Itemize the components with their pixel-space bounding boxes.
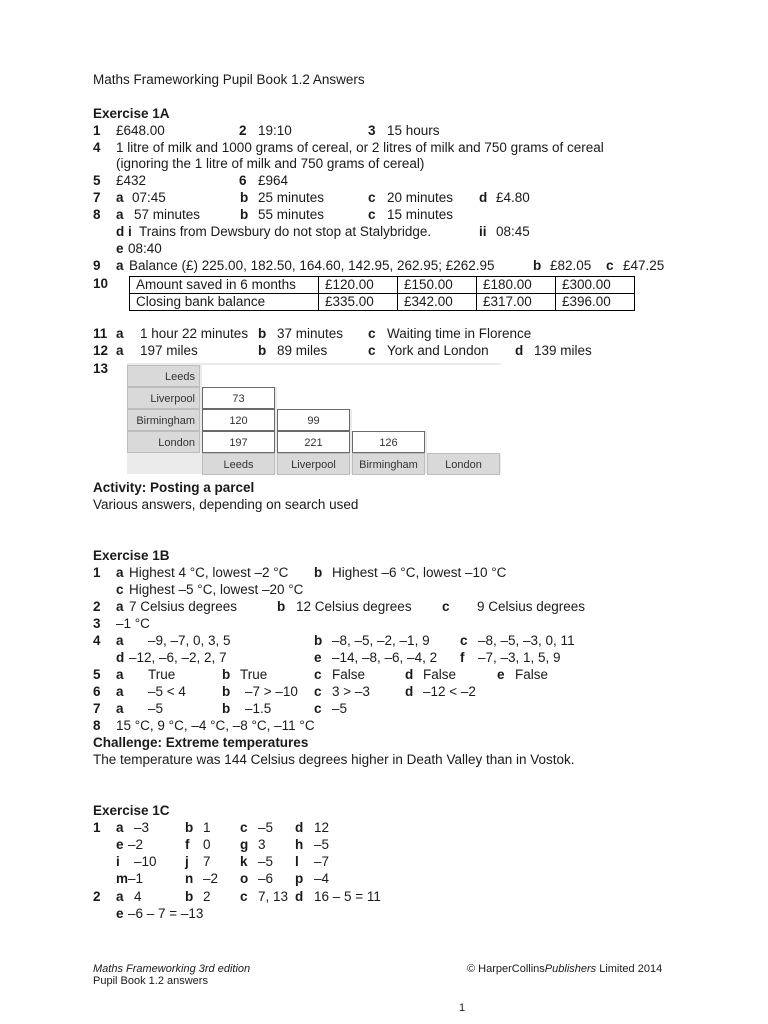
distance-liverpool-leeds: 73 [202, 387, 275, 409]
answer: 12 Celsius degrees [296, 599, 412, 614]
answer: 15 minutes [387, 207, 454, 222]
part-label: a [116, 258, 124, 273]
table-cell: £335.00 [319, 294, 398, 311]
part-label: d [515, 343, 524, 358]
answer: 0 [203, 837, 211, 852]
part-label: e [116, 837, 124, 852]
answer: 4 [134, 889, 142, 904]
copyright-suffix: Limited 2014 [596, 963, 663, 975]
answer: Highest –5 °C, lowest –20 °C [129, 582, 304, 597]
part-label: e [116, 906, 124, 921]
part-label: c [606, 258, 614, 273]
answer: –8, –5, –3, 0, 11 [478, 633, 575, 648]
answer: –5 [332, 701, 348, 716]
answer: False [515, 667, 549, 682]
answer: 9 Celsius degrees [477, 599, 586, 614]
answer: –12 < –2 [423, 684, 476, 699]
question-number: 1 [93, 565, 101, 580]
part-label: c [240, 889, 248, 904]
part-label: a [116, 326, 124, 341]
answer: £4.80 [496, 190, 530, 205]
distance-london-liverpool: 221 [277, 431, 350, 453]
answer: –8, –5, –2, –1, 9 [332, 633, 430, 648]
answer: –3 [134, 820, 150, 835]
col-label-liverpool: Liverpool [277, 453, 350, 475]
answer: –5 [314, 837, 330, 852]
part-label: a [116, 207, 124, 222]
part-label: a [116, 667, 124, 682]
answer: –1 °C [116, 616, 150, 631]
row-label-leeds: Leeds [127, 365, 200, 387]
part-label: a [116, 190, 124, 205]
answer: 15 hours [387, 123, 440, 138]
table-cell: Closing bank balance [130, 294, 319, 311]
answer: –2 [128, 837, 144, 852]
answer: 15 °C, 9 °C, –4 °C, –8 °C, –11 °C [116, 718, 315, 733]
part-label: b [533, 258, 542, 273]
part-label: a [116, 633, 124, 648]
answer: 7, 13 [258, 889, 289, 904]
answer: 1 [203, 820, 211, 835]
part-label: a [116, 343, 124, 358]
answer: 3 [258, 837, 266, 852]
answer: Highest 4 °C, lowest –2 °C [129, 565, 289, 580]
answer: 37 minutes [277, 326, 344, 341]
answer: £964 [258, 173, 289, 188]
distance-london-birmingham: 126 [352, 431, 425, 453]
part-label: c [442, 599, 450, 614]
col-label-birmingham: Birmingham [352, 453, 425, 475]
answer: Trains from Dewsbury do not stop at Stalybridge. [139, 224, 432, 239]
answer: –6 – 7 = –13 [128, 906, 204, 921]
col-label-leeds: Leeds [202, 453, 275, 475]
answer: False [423, 667, 457, 682]
part-label: b [258, 343, 267, 358]
answer: £82.05 [550, 258, 592, 273]
table-cell: £120.00 [319, 277, 398, 294]
distance-birmingham-leeds: 120 [202, 409, 275, 431]
question-number: 5 [93, 173, 101, 188]
part-label: c [460, 633, 468, 648]
footer-subtitle: Pupil Book 1.2 answers [93, 975, 208, 987]
question-number: 9 [93, 258, 101, 273]
answer: –9, –7, 0, 3, 5 [148, 633, 231, 648]
part-label: a [116, 701, 124, 716]
part-label: d [116, 650, 125, 665]
part-label: c [116, 582, 124, 597]
row-label-birmingham: Birmingham [127, 409, 200, 431]
part-label: a [116, 889, 124, 904]
part-label: c [368, 343, 376, 358]
question-number: 10 [93, 276, 109, 291]
part-label: a [116, 565, 124, 580]
part-label: a [116, 820, 124, 835]
question-number: 8 [93, 718, 101, 733]
part-label: d [479, 190, 488, 205]
challenge-text: The temperature was 144 Celsius degrees higher in Death Valley than in Vostok. [93, 752, 575, 767]
part-label: b [185, 889, 194, 904]
question-number: 5 [93, 667, 101, 682]
part-label: b [185, 820, 194, 835]
answer: £432 [116, 173, 147, 188]
part-label: p [295, 871, 304, 886]
answer: £47.25 [623, 258, 665, 273]
question-number: 4 [93, 140, 101, 155]
answer: –14, –8, –6, –4, 2 [332, 650, 438, 665]
part-label: c [314, 701, 322, 716]
answer: –7, –3, 1, 5, 9 [478, 650, 561, 665]
answer: 08:40 [128, 241, 162, 256]
part-label: l [295, 854, 299, 869]
part-label: d i [116, 224, 132, 239]
table-cell: £396.00 [556, 294, 635, 311]
answer: Highest –6 °C, lowest –10 °C [332, 565, 507, 580]
part-label: b [240, 190, 249, 205]
part-label: a [116, 684, 124, 699]
table-cell: £342.00 [398, 294, 477, 311]
part-label: e [497, 667, 505, 682]
part-label: f [185, 837, 190, 852]
part-label: b [314, 565, 323, 580]
part-label: c [368, 326, 376, 341]
answer: 08:45 [496, 224, 530, 239]
part-label: b [314, 633, 323, 648]
part-label: d [405, 667, 414, 682]
question-number: 7 [93, 190, 101, 205]
answer: 197 miles [140, 343, 198, 358]
answer: 57 minutes [134, 207, 201, 222]
part-label: g [240, 837, 249, 852]
part-label: ii [479, 224, 487, 239]
part-label: d [295, 820, 304, 835]
part-label: a [116, 599, 124, 614]
part-label: d [405, 684, 414, 699]
part-label: h [295, 837, 304, 852]
part-label: b [258, 326, 267, 341]
blank-area [202, 365, 501, 387]
copyright-italic: Publishers [544, 963, 597, 975]
question-number: 6 [239, 173, 247, 188]
part-label: c [314, 684, 322, 699]
question-number: 1 [93, 123, 101, 138]
question-number: 2 [93, 599, 101, 614]
answer: 20 minutes [387, 190, 454, 205]
part-label: b [277, 599, 286, 614]
question-number: 12 [93, 343, 109, 358]
blank-area [277, 387, 501, 409]
table-row [130, 294, 635, 311]
answer: 139 miles [534, 343, 592, 358]
answer: Waiting time in Florence [387, 326, 532, 341]
answer: 3 > –3 [332, 684, 370, 699]
question-number: 1 [93, 820, 101, 835]
answer: –5 [258, 820, 274, 835]
row-label-london: London [127, 431, 200, 453]
answer: 89 miles [277, 343, 328, 358]
answer: 19:10 [258, 123, 292, 138]
answer: Balance (£) 225.00, 182.50, 164.60, 142.95, 262.95; £262.95 [129, 258, 495, 273]
part-label: b [240, 207, 249, 222]
question-number: 13 [93, 361, 109, 376]
question-number: 3 [368, 123, 376, 138]
part-label: k [240, 854, 248, 869]
footer-book-title: Maths Frameworking 3rd edition [93, 963, 251, 975]
answer-line: (ignoring the 1 litre of milk and 750 grams of cereal) [116, 156, 425, 171]
answer: –5 [258, 854, 274, 869]
answer: True [240, 667, 268, 682]
answer: –12, –6, –2, 2, 7 [129, 650, 227, 665]
footer-copyright [467, 963, 662, 976]
answer: 16 – 5 = 11 [314, 889, 381, 904]
answer: 7 [203, 854, 211, 869]
answer: –2 [203, 871, 219, 886]
part-label: e [116, 241, 124, 256]
exercise-1b-title: Exercise 1B [93, 548, 170, 563]
part-label: j [185, 854, 189, 869]
answer: –5 [148, 701, 164, 716]
part-label: c [368, 207, 376, 222]
answer: –1.5 [245, 701, 272, 716]
part-label: i [116, 854, 120, 869]
answer: –4 [314, 871, 330, 886]
answer: 7 Celsius degrees [129, 599, 238, 614]
part-label: d [295, 889, 304, 904]
exercise-1c-title: Exercise 1C [93, 803, 170, 818]
answer: 1 hour 22 minutes [140, 326, 249, 341]
answer: 55 minutes [258, 207, 325, 222]
answer: False [332, 667, 366, 682]
table-cell: Amount saved in 6 months [130, 277, 319, 294]
answer: –6 [258, 871, 274, 886]
part-label: n [185, 871, 194, 886]
answer: 12 [314, 820, 330, 835]
question-number: 8 [93, 207, 101, 222]
question-number: 2 [239, 123, 247, 138]
answer: –1 [128, 871, 144, 886]
table-cell: £150.00 [398, 277, 477, 294]
part-label: b [222, 667, 231, 682]
part-label: b [222, 701, 231, 716]
activity-title: Activity: Posting a parcel [93, 480, 255, 495]
part-label: b [222, 684, 231, 699]
answer: 2 [203, 889, 211, 904]
part-label: f [460, 650, 465, 665]
table-cell: £180.00 [477, 277, 556, 294]
challenge-title: Challenge: Extreme temperatures [93, 735, 309, 750]
table-cell: £300.00 [556, 277, 635, 294]
page-number: 1 [459, 1002, 466, 1014]
question-number: 4 [93, 633, 101, 648]
answer: 07:45 [132, 190, 166, 205]
distance-london-leeds: 197 [202, 431, 275, 453]
question-number: 11 [93, 326, 108, 341]
answer: –7 > –10 [245, 684, 298, 699]
answer: –10 [134, 854, 157, 869]
document-header: Maths Frameworking Pupil Book 1.2 Answers [93, 72, 365, 87]
answer: –7 [314, 854, 330, 869]
part-label: c [314, 667, 322, 682]
question-number: 2 [93, 889, 101, 904]
part-label: o [240, 871, 249, 886]
answer: –5 < 4 [148, 684, 186, 699]
answer: York and London [387, 343, 489, 358]
row-label-liverpool: Liverpool [127, 387, 200, 409]
answer: £648.00 [116, 123, 165, 138]
question-number: 6 [93, 684, 101, 699]
blank-area [352, 409, 501, 431]
table-cell: £317.00 [477, 294, 556, 311]
question-number: 3 [93, 616, 101, 631]
part-label: e [314, 650, 322, 665]
answer: True [148, 667, 176, 682]
answer-line: 1 litre of milk and 1000 grams of cereal, or 2 litres of milk and 750 grams of cereal [116, 140, 604, 155]
distance-chart [127, 363, 501, 474]
part-label: c [240, 820, 248, 835]
distance-birmingham-liverpool: 99 [277, 409, 350, 431]
exercise-1a-title: Exercise 1A [93, 106, 170, 121]
savings-table [129, 276, 635, 311]
part-label: m [116, 871, 129, 886]
activity-text: Various answers, depending on search used [93, 497, 359, 512]
answer: 25 minutes [258, 190, 325, 205]
blank-area [427, 431, 501, 453]
question-number: 7 [93, 701, 101, 716]
copyright-prefix: © HarperCollins [467, 963, 545, 975]
part-label: c [368, 190, 376, 205]
col-label-london: London [427, 453, 500, 475]
table-row [130, 277, 635, 294]
